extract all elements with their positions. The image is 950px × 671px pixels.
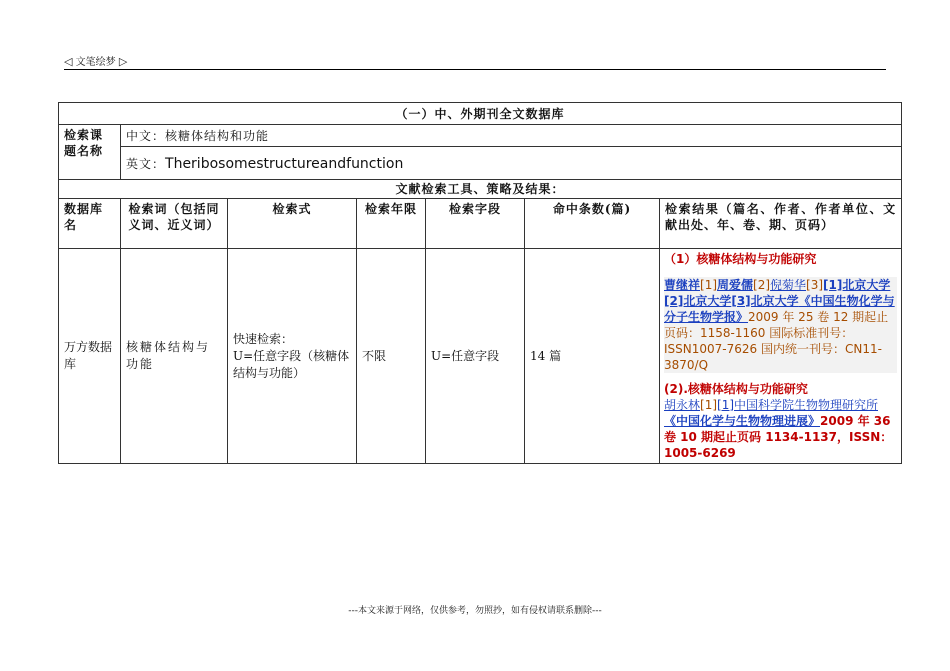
page-header — [64, 53, 127, 68]
result-1-ref-3: [3] — [806, 278, 824, 292]
query-line-2: U=任意字段（核糖体结构与功能） — [233, 348, 350, 380]
result-2-title: (2).核糖体结构与功能研究 — [664, 382, 808, 396]
cell-query — [228, 249, 357, 464]
result-1-author-3[interactable]: 倪菊华 — [770, 278, 807, 292]
cell-field: U=任意字段 — [426, 249, 525, 464]
result-1-ref-1: [1] — [700, 278, 718, 292]
result-2-aff[interactable]: [1]中国科学院生物物理研究所 — [717, 398, 879, 412]
col-header-years: 检索年限 — [357, 199, 426, 249]
section-title: 文献检索工具、策略及结果： — [59, 180, 902, 199]
col-header-keywords: 检索词（包括同义词、近义词） — [121, 199, 228, 249]
topic-en-value: Theribosomestructureandfunction — [165, 155, 404, 172]
page-footer: ---本文来源于网络，仅供参考，勿照抄，如有侵权请联系删除--- — [348, 606, 602, 616]
header-rule — [64, 69, 886, 70]
col-header-query: 检索式 — [228, 199, 357, 249]
right-triangle-icon: ▷ — [118, 55, 128, 68]
table-row — [59, 249, 902, 464]
cell-keywords: 核糖体结构与功能 — [121, 249, 228, 464]
col-header-hits: 命中条数(篇) — [525, 199, 660, 249]
table-title: （一）中、外期刊全文数据库 — [59, 103, 902, 125]
result-1-aff-2[interactable]: [2]北京大学 — [664, 294, 732, 308]
topic-cn-label: 中文： — [126, 129, 166, 143]
result-2-journal[interactable]: 《中国化学与生物物理进展》 — [664, 414, 821, 428]
cell-database: 万方数据库 — [59, 249, 121, 464]
result-2-body — [664, 397, 897, 461]
retrieval-table — [58, 102, 902, 464]
result-2-details: 2009 年 36 卷 10 期起止页码 1134-1137，ISSN：1005-6269 — [664, 414, 893, 460]
cell-years: 不限 — [357, 249, 426, 464]
col-header-database: 数据库名 — [59, 199, 121, 249]
result-1-body — [664, 277, 897, 373]
header-brand: 文笔绘梦 — [75, 57, 116, 68]
left-triangle-icon: ◁ — [64, 55, 73, 68]
result-1-title: （1）核糖体结构与功能研究 — [664, 252, 817, 266]
topic-cn-cell — [121, 125, 902, 147]
topic-cn-value: 核糖体结构和功能 — [165, 129, 270, 143]
col-header-results: 检索结果（篇名、作者、作者单位、文献出处、年、卷、期、页码） — [660, 199, 902, 249]
cell-results — [660, 249, 902, 464]
result-1-author-2[interactable]: 周爱儒 — [717, 278, 754, 292]
col-header-field: 检索字段 — [426, 199, 525, 249]
topic-en-label: 英文： — [126, 156, 166, 171]
cell-hits: 14 篇 — [525, 249, 660, 464]
result-1-aff-3[interactable]: [3]北京大学 — [731, 294, 799, 308]
result-1-author-1[interactable]: 曹继祥 — [664, 278, 701, 292]
result-2-ref: [1] — [700, 398, 718, 412]
result-1-aff-1[interactable]: [1]北京大学 — [823, 278, 891, 292]
query-line-1: 快速检索： — [233, 331, 294, 346]
result-1-details: 2009 年 25 卷 12 期起止页码：1158-1160 国际标准刊号：ISSN1007-7626 国内统一刊号：CN11-3870/Q — [664, 310, 889, 372]
result-1-ref-2: [2] — [753, 278, 771, 292]
result-1-journal[interactable]: 《中国生物化学与分子生物学报》 — [664, 294, 895, 324]
topic-en-cell — [121, 147, 902, 180]
result-2-author[interactable]: 胡永林 — [664, 398, 701, 412]
topic-label: 检索课题名称 — [59, 125, 121, 180]
